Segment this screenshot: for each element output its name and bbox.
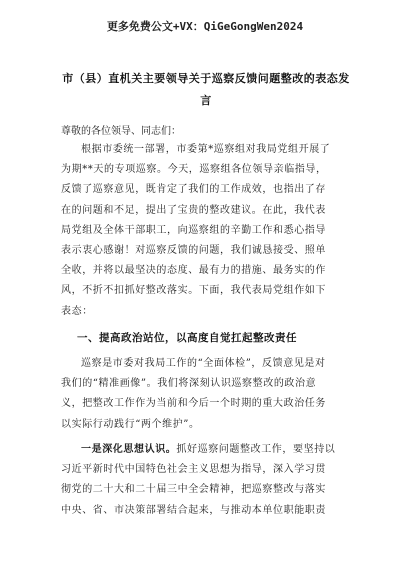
paragraph-point1 bbox=[61, 440, 361, 521]
paragraph-section1 bbox=[61, 354, 361, 435]
paragraph-line bbox=[61, 440, 361, 460]
section-heading: 一、提高政治站位，以高度自觉扛起整改责任 bbox=[77, 332, 297, 344]
paragraph-line: 我们的“精准画像”。我们将深刻认识巡察整改的政治意 bbox=[61, 378, 317, 390]
paragraph-opening bbox=[61, 140, 361, 322]
paragraph-line: 全收，并将以最坚决的态度、最有力的措施、最务实的作 bbox=[61, 265, 326, 277]
paragraph-line: 风，不折不扣抓好整改落实。下面，我代表局党组作如下 bbox=[61, 285, 326, 297]
title-line: 言 bbox=[200, 94, 212, 107]
salutation: 尊敬的各位领导、同志们： bbox=[61, 126, 181, 137]
paragraph-line: 表态： bbox=[61, 305, 93, 317]
paragraph-line: 反馈了巡察意见，既肯定了我们的工作成效，也指出了存 bbox=[61, 184, 326, 196]
paragraph-line: 局党组及全体干部职工，向巡察组的辛勤工作和悉心指导 bbox=[61, 224, 326, 236]
paragraph-line: 在的问题和不足，提出了宝贵的整改建议。在此，我代表 bbox=[61, 204, 326, 216]
paragraph-line: 为期**天的专项巡察。今天，巡察组各位领导亲临指导， bbox=[61, 164, 327, 176]
title-line: 市（县）直机关主要领导关于巡察反馈问题整改的表态发 bbox=[62, 72, 350, 85]
paragraph-line: 彻党的二十大和二十届三中全会精神，把巡察整改与落实 bbox=[61, 484, 326, 496]
watermark-header: 更多免费公文+VX：QiGeGongWen2024 bbox=[106, 20, 304, 33]
paragraph-line: 中央、省、市决策部署结合起来，与推动本单位职能职责 bbox=[61, 504, 326, 516]
paragraph-line: 义，把整改工作作为当前和今后一个时期的重大政治任务 bbox=[61, 398, 326, 410]
point-text: 抓好巡察问题整改工作，要坚持以 bbox=[176, 444, 336, 455]
point-lead: 一是深化思想认识。 bbox=[81, 444, 177, 455]
paragraph-line: 以实际行动践行“两个维护”。 bbox=[61, 418, 200, 430]
paragraph-line: 根据市委统一部署，市委第*巡察组对我局党组开展了 bbox=[81, 144, 331, 155]
paragraph-line: 巡察是市委对我局工作的“全面体检”，反馈意见是对 bbox=[81, 358, 326, 369]
paragraph-line: 表示衷心感谢！对巡察反馈的问题，我们诚恳接受、照单 bbox=[61, 245, 326, 257]
paragraph-line: 习近平新时代中国特色社会主义思想为指导，深入学习贯 bbox=[61, 464, 326, 476]
document-title bbox=[56, 68, 356, 112]
